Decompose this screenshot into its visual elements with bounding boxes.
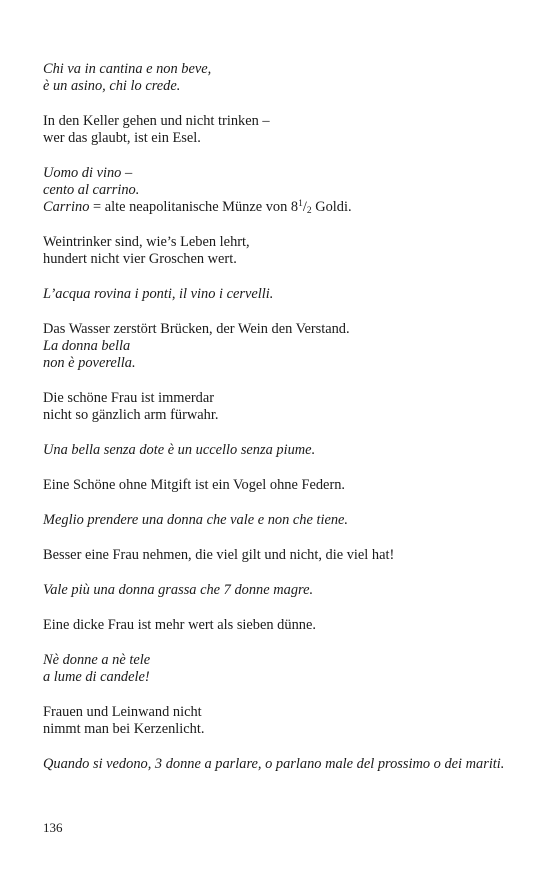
text-line: Quando si vedono, 3 donne a parlare, o parlano male del prossimo o dei mariti.: [43, 756, 505, 772]
proverb-paragraph: [43, 390, 513, 424]
proverb-paragraph: [43, 617, 513, 634]
text-line: nimmt man bei Kerzenlicht.: [43, 721, 205, 737]
text-line: nicht so gänzlich arm fürwahr.: [43, 407, 219, 423]
text-line: [43, 199, 513, 216]
text-line: Uomo di vino –: [43, 165, 133, 181]
text-line: La donna bella: [43, 338, 131, 354]
text-run: /: [302, 199, 307, 215]
page-number: 136: [43, 820, 63, 835]
proverb-paragraph: [43, 321, 513, 372]
text-line: non è poverella.: [43, 355, 136, 371]
text-line: a lume di candele!: [43, 669, 150, 685]
text-line: Besser eine Frau nehmen, die viel gilt und nicht, die viel hat!: [43, 547, 395, 563]
text-run: Goldi.: [311, 199, 352, 215]
proverb-paragraph: [43, 477, 513, 494]
text-line: wer das glaubt, ist ein Esel.: [43, 130, 201, 146]
text-line: In den Keller gehen und nicht trinken –: [43, 113, 270, 129]
text-line: Meglio prendere una donna che vale e non che tiene.: [43, 512, 349, 528]
proverb-paragraph: [43, 704, 513, 738]
proverb-paragraph: [43, 286, 513, 303]
text-line: Frauen und Leinwand nicht: [43, 704, 202, 720]
text-line: Die schöne Frau ist immerdar: [43, 390, 215, 406]
text-run: = alte neapolitanische Münze von 8: [89, 199, 299, 215]
text-line: Nè donne a nè tele: [43, 652, 151, 668]
proverb-paragraph: [43, 442, 513, 459]
text-line: Una bella senza dote è un uccello senza piume.: [43, 442, 316, 458]
text-line: Eine Schöne ohne Mitgift ist ein Vogel ohne Federn.: [43, 477, 346, 493]
proverb-text-block: [43, 61, 513, 791]
text-line: Eine dicke Frau ist mehr wert als sieben dünne.: [43, 617, 316, 633]
proverb-paragraph: [43, 61, 513, 95]
text-line: Chi va in cantina e non beve,: [43, 61, 212, 77]
text-line: cento al carrino.: [43, 182, 140, 198]
text-line: Weintrinker sind, wie’s Leben lehrt,: [43, 234, 250, 250]
text-line: Das Wasser zerstört Brücken, der Wein den Verstand.: [43, 321, 350, 337]
proverb-paragraph: [43, 234, 513, 268]
text-run: 2: [306, 206, 312, 216]
text-line: hundert nicht vier Groschen wert.: [43, 251, 237, 267]
proverb-paragraph: [43, 165, 513, 216]
proverb-paragraph: [43, 547, 513, 564]
text-line: Vale più una donna grassa che 7 donne magre.: [43, 582, 314, 598]
text-run: Carrino: [43, 199, 90, 215]
text-line: è un asino, chi lo crede.: [43, 78, 181, 94]
proverb-paragraph: [43, 113, 513, 147]
proverb-paragraph: [43, 652, 513, 686]
proverb-paragraph: [43, 756, 513, 773]
proverb-paragraph: [43, 512, 513, 529]
text-line: L’acqua rovina i ponti, il vino i cervelli.: [43, 286, 274, 302]
proverb-paragraph: [43, 582, 513, 599]
text-run: 1: [298, 199, 303, 209]
